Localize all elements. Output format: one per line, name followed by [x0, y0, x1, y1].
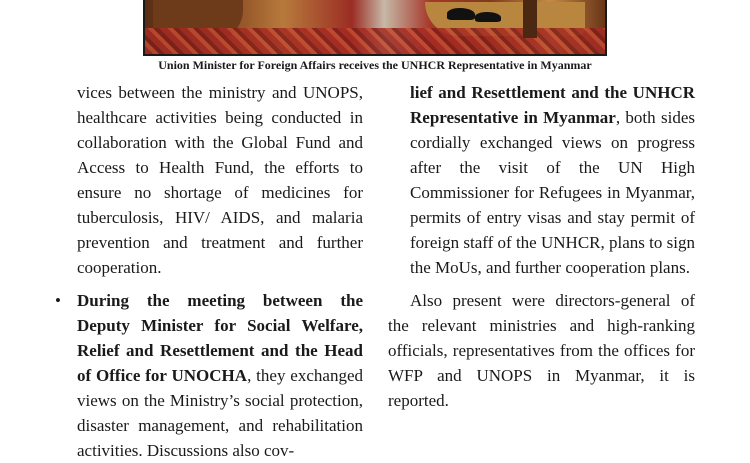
bullet-bold-lead: During the meeting between the Deputy Minister for Social Welfare, Relief and Resettlement and the Head of Office for UNOCHA: [77, 291, 363, 385]
closing-paragraph: Also present were directors-general of the relevant ministries and high-ranking officials, representatives from the offices for WFP and UNOPS in Myanmar, it is reported.: [388, 291, 695, 410]
photo-caption: Union Minister for Foreign Affairs receives the UNHCR Representative in Myanmar: [158, 58, 592, 72]
news-photo: [143, 0, 607, 56]
bullet-body: , they exchanged views on the Ministry’s social protection, disaster management, and rehabilitation activities. Discussions also cov-: [77, 366, 363, 460]
right-column: [388, 80, 695, 413]
left-column: [55, 80, 363, 463]
continued-paragraph: vices between the ministry and UNOPS, healthcare activities being conducted in collaboration with the Global Fund and Access to Health Fund, the efforts to ensure no shortage of medicines for tuberculosis, HIV/ AIDS, and malaria prevention and treatment and further cooperation.: [77, 83, 363, 277]
bullet-icon: •: [55, 291, 61, 310]
bullet-item: [55, 288, 363, 463]
photo-table-leg: [523, 0, 537, 38]
continued-body: , both sides cordially exchanged views on progress after the visit of the UN High Commissioner for Refugees in Myanmar, permits of entry visas and stay permit of foreign staff of the UNHCR, plans to sign the MoUs, and further cooperation plans.: [410, 108, 695, 277]
photo-shoe: [475, 12, 501, 22]
continued-bullet-paragraph: [388, 80, 695, 280]
continued-bold-lead: lief and Resettlement and the UNHCR Representative in Myanmar: [410, 83, 695, 127]
photo-shoe: [447, 8, 475, 20]
